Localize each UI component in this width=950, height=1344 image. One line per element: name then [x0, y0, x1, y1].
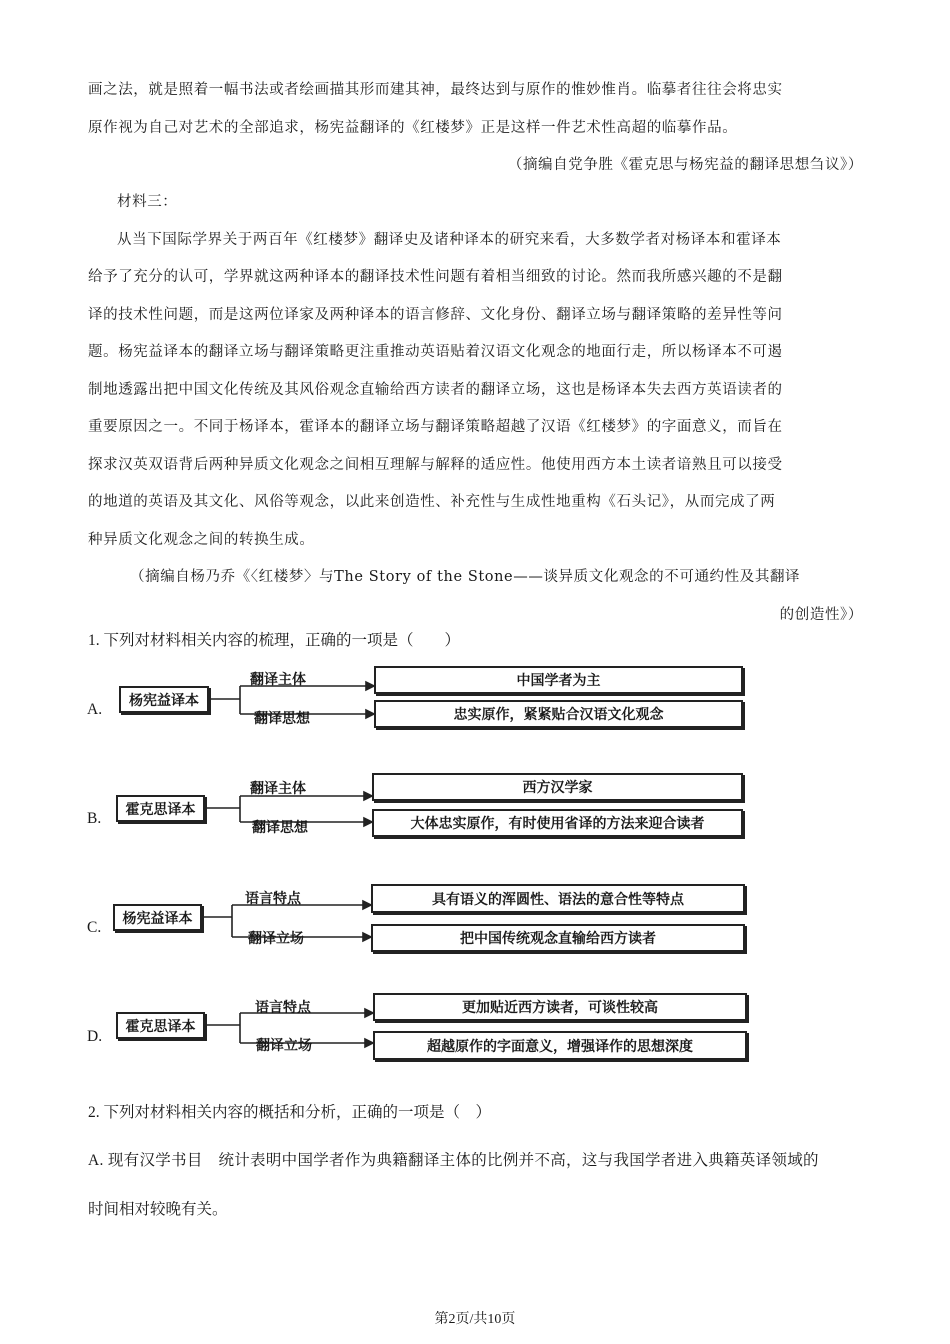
text-line: 的地道的英语及其文化、风俗等观念，以此来创造性、补充性与生成性地重构《石头记》，从而完成了两 — [88, 494, 776, 510]
question-2-stem: 2. 下列对材料相关内容的概括和分析，正确的一项是（ ） — [88, 1104, 492, 1121]
option-b-box-2: 大体忠实原作，有时使用省译的方法来迎合读者 — [372, 809, 743, 837]
text-line: 画之法，就是照着一幅书法或者绘画描其形而建其神，最终达到与原作的惟妙惟肖。临摹者往往会将忠实 — [88, 82, 783, 98]
option-d-box-2: 超越原作的字面意义，增强译作的思想深度 — [373, 1031, 747, 1060]
option-c-label-2: 翻译立场 — [248, 931, 304, 947]
text-line: 从当下国际学界关于两百年《红楼梦》翻译史及诸种译本的研究来看，大多数学者对杨译本和霍译本 — [117, 231, 782, 248]
option-a-box-2: 忠实原作，紧紧贴合汉语文化观念 — [374, 700, 743, 728]
option-b-letter[interactable]: B. — [87, 810, 102, 827]
option-b-root-box: 霍克思译本 — [116, 795, 205, 822]
option-d-label-1: 语言特点 — [255, 1000, 311, 1016]
text-line: 重要原因之一。不同于杨译本，霍译本的翻译立场与翻译策略超越了汉语《红楼梦》的字面意义，而旨在 — [88, 419, 783, 435]
option-b-label-2: 翻译思想 — [252, 820, 308, 836]
page-number: 第2页/共10页 — [434, 1312, 516, 1327]
text-line: 给予了充分的认可，学界就这两种译本的翻译技术性问题有着相当细致的讨论。然而我所感兴趣的不是翻 — [88, 269, 783, 285]
option-c-letter[interactable]: C. — [87, 919, 102, 936]
option-a-letter[interactable]: A. — [87, 701, 103, 718]
option-c-label-1: 语言特点 — [245, 891, 301, 907]
option-d-root-box: 霍克思译本 — [116, 1012, 205, 1039]
source-citation-cont: 的创造性》） — [779, 606, 863, 623]
source-citation: （摘编自党争胜《霍克思与杨宪益的翻译思想刍议》） — [507, 157, 863, 173]
option-c-box-1: 具有语义的浑圆性、语法的意合性等特点 — [371, 884, 745, 913]
section-heading: 材料三： — [117, 194, 178, 210]
text-line: 种异质文化观念之间的转换生成。 — [88, 531, 315, 548]
option-a-root-box: 杨宪益译本 — [119, 686, 209, 713]
question-1-stem: 1. 下列对材料相关内容的梳理，正确的一项是（ ） — [88, 632, 461, 649]
text-line: 制地透露出把中国文化传统及其风俗观念直输给西方读者的翻译立场，这也是杨译本失去西方英语读者的 — [88, 381, 783, 398]
text-line: 题。杨宪益译本的翻译立场与翻译策略更注重推动英语贴着汉语文化观念的地面行走，所以杨译本不可遏 — [88, 344, 783, 360]
text-line: 探求汉英双语背后两种异质文化观念之间相互理解与解释的适应性。他使用西方本土读者谙熟且可以接受 — [88, 456, 783, 473]
option-d-box-1: 更加贴近西方读者，可谈性较高 — [373, 993, 747, 1021]
option-b-box-1: 西方汉学家 — [372, 773, 743, 801]
source-citation: （摘编自杨乃乔《〈红楼梦〉与The Story of the Stone——谈异质文化观念的不可通约性及其翻译 — [130, 569, 801, 585]
option-a-label-1: 翻译主体 — [250, 672, 306, 688]
option-d-label-2: 翻译立场 — [256, 1038, 312, 1054]
option-d-letter[interactable]: D. — [87, 1028, 103, 1045]
question-2-option-a-cont: 时间相对较晚有关。 — [88, 1201, 228, 1218]
option-c-root-box: 杨宪益译本 — [113, 904, 202, 931]
text-line: 译的技术性问题，而是这两位译家及两种译本的语言修辞、文化身份、翻译立场与翻译策略的差异性等问 — [88, 306, 783, 323]
question-2-option-a[interactable]: A. 现有汉学书目 统计表明中国学者作为典籍翻译主体的比例并不高，这与我国学者进入典籍英译领域的 — [88, 1152, 819, 1169]
option-b-label-1: 翻译主体 — [250, 781, 306, 797]
option-a-label-2: 翻译思想 — [254, 711, 310, 727]
option-c-box-2: 把中国传统观念直输给西方读者 — [371, 924, 745, 952]
option-a-box-1: 中国学者为主 — [374, 666, 743, 694]
text-line: 原作视为自己对艺术的全部追求，杨宪益翻译的《红楼梦》正是这样一件艺术性高超的临摹作品。 — [88, 119, 738, 136]
